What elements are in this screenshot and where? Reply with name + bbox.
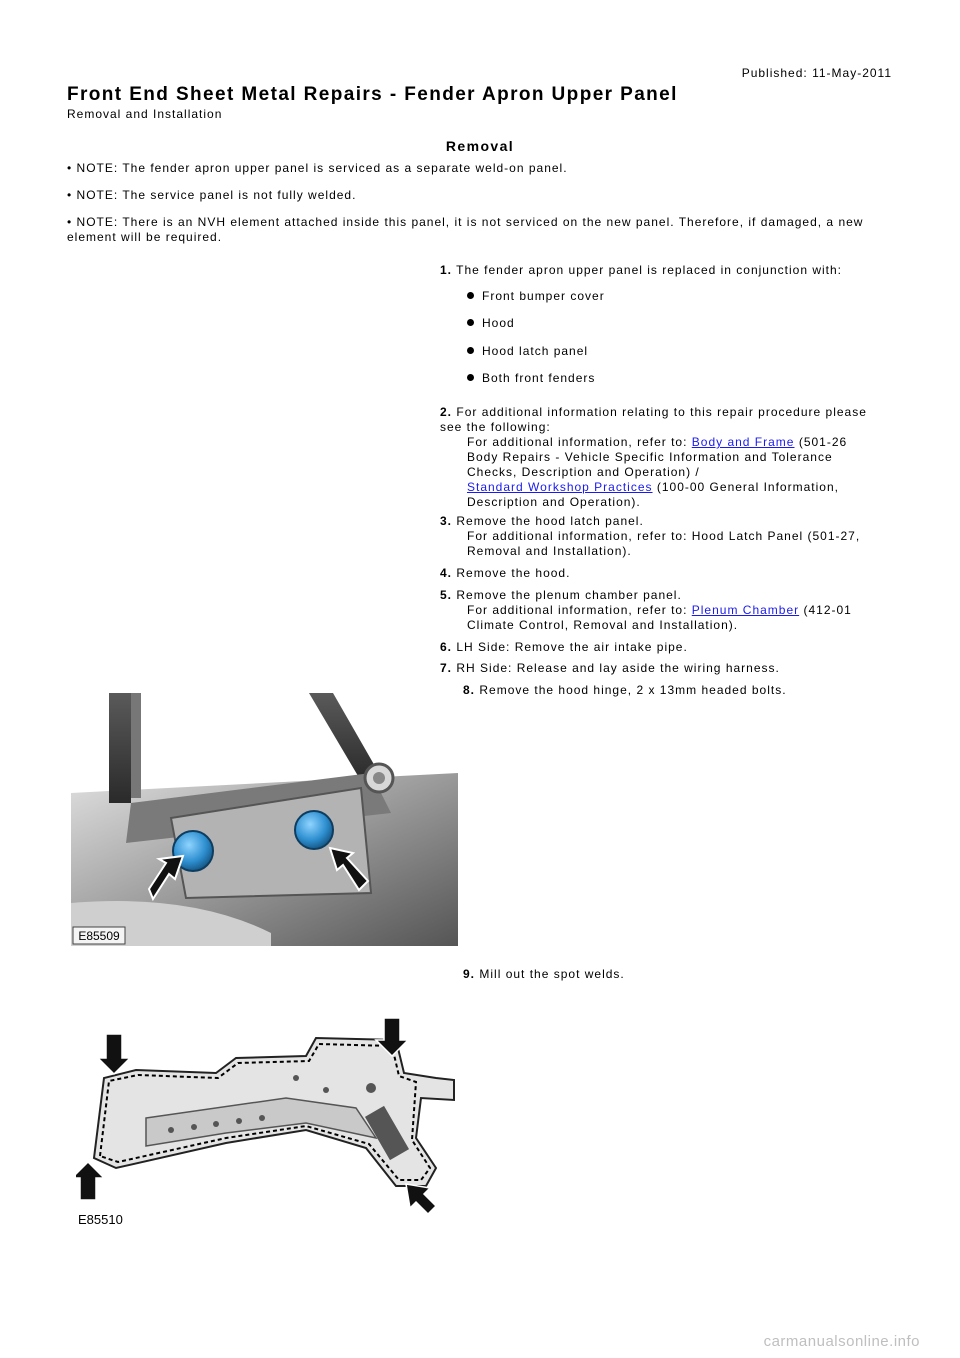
step-3 (440, 514, 880, 559)
step-number: 8. (463, 683, 476, 697)
step-6 (440, 640, 890, 655)
figure-spot-welds (76, 1018, 456, 1228)
step-9 (463, 967, 913, 982)
step-number: 7. (440, 661, 453, 675)
section-title: Removal (445, 138, 515, 154)
figure-label: E85510 (78, 1212, 123, 1227)
bullet-text: Hood latch panel (482, 344, 589, 358)
bullet-item (467, 316, 515, 330)
step-number: 6. (440, 640, 453, 654)
published-date: Published: 11-May-2011 (741, 66, 892, 80)
bullet-item (467, 371, 595, 385)
watermark-text: carmanualsonline.info (763, 1333, 920, 1350)
bullet-item (467, 344, 588, 358)
bullet-item (467, 289, 605, 303)
step-number: 1. (440, 263, 453, 277)
page-title: Front End Sheet Metal Repairs - Fender Apron Upper Panel (67, 84, 678, 105)
link-body-and-frame[interactable]: Body and Frame (691, 435, 795, 449)
ref-suffix: (100-00 General Information, Description and Operation). (467, 480, 839, 509)
step-1 (440, 263, 890, 278)
step-text: For additional information relating to this repair procedure please see the following: (440, 405, 867, 434)
step-5 (440, 588, 880, 633)
step-text: The fender apron upper panel is replaced in conjunction with: (456, 263, 843, 277)
bullet-text: Both front fenders (482, 371, 596, 385)
bullet-icon (467, 374, 474, 381)
step-number: 9. (463, 967, 476, 981)
note-3: • NOTE: There is an NVH element attached inside this panel, it is not serviced on the new panel. Therefore, if damaged, a new element will be required. (67, 215, 864, 244)
link-plenum-chamber[interactable]: Plenum Chamber (691, 603, 800, 617)
step-text: Mill out the spot welds. (479, 967, 625, 981)
step-number: 5. (440, 588, 453, 602)
step-text: RH Side: Release and lay aside the wiring harness. (456, 661, 780, 675)
bullet-icon (467, 292, 474, 299)
ref-prefix: For additional information, refer to: (467, 435, 692, 449)
step-reference: For additional information, refer to: Hood Latch Panel (501-27, Removal and Installation). (467, 529, 861, 558)
step-7 (440, 661, 890, 676)
step-2 (440, 405, 870, 510)
figure-hood-hinge-bolts (71, 693, 458, 946)
step-text: Remove the hood hinge, 2 x 13mm headed bolts. (479, 683, 787, 697)
step-text: LH Side: Remove the air intake pipe. (456, 640, 688, 654)
note-1: • NOTE: The fender apron upper panel is serviced as a separate weld-on panel. (67, 161, 568, 175)
step-number: 3. (440, 514, 453, 528)
step-reference (440, 435, 870, 510)
step-text: Remove the hood latch panel. (456, 514, 644, 528)
bullet-icon (467, 319, 474, 326)
figure-label: E85509 (78, 929, 120, 943)
ref-prefix: For additional information, refer to: (467, 603, 692, 617)
step-8 (463, 683, 913, 698)
step-text: Remove the hood. (456, 566, 571, 580)
page-subtitle: Removal and Installation (67, 107, 223, 121)
step-text: Remove the plenum chamber panel. (456, 588, 682, 602)
bullet-text: Front bumper cover (482, 289, 605, 303)
bullet-text: Hood (482, 316, 515, 330)
step-reference (440, 603, 880, 633)
ref-suffix: (412-01 Climate Control, Removal and Installation). (467, 603, 852, 632)
ref-suffix: (501-26 Body Repairs - Vehicle Specific Information and Tolerance Checks, Description and Operation) / (467, 435, 848, 479)
note-2: • NOTE: The service panel is not fully welded. (67, 188, 357, 202)
link-standard-workshop-practices[interactable]: Standard Workshop Practices (467, 480, 653, 494)
step-number: 2. (440, 405, 453, 419)
step-number: 4. (440, 566, 453, 580)
step-4 (440, 566, 890, 581)
bullet-icon (467, 347, 474, 354)
